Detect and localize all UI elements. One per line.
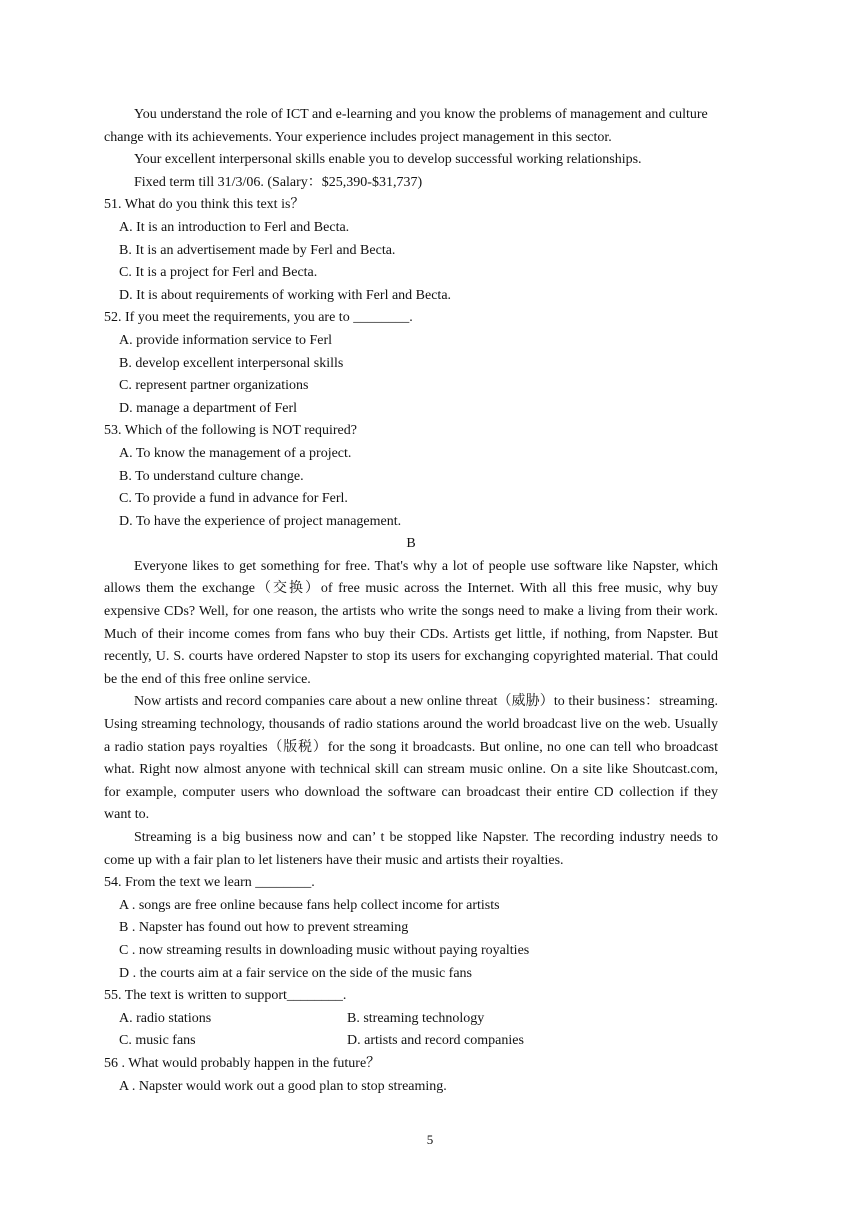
question-54 bbox=[104, 872, 718, 985]
option-d: D. manage a department of Ferl bbox=[119, 400, 298, 416]
option-b: B. streaming technology bbox=[347, 1010, 485, 1026]
option-c: C. represent partner organizations bbox=[119, 378, 309, 394]
page-content bbox=[104, 104, 718, 1098]
passage-a-paragraph: You understand the role of ICT and e-learning and you know the problems of management and culture change with its achievements. Your experience includes project management in this sector. bbox=[104, 107, 708, 145]
option-a: A. To know the management of a project. bbox=[119, 445, 352, 461]
section-b-heading: B bbox=[406, 536, 416, 552]
question-55 bbox=[104, 985, 718, 1053]
option-a: A. radio stations bbox=[119, 1010, 212, 1026]
option-d: D. To have the experience of project management. bbox=[119, 513, 402, 529]
option-b: B. To understand culture change. bbox=[119, 468, 304, 484]
option-c: C . now streaming results in downloading music without paying royalties bbox=[119, 942, 530, 958]
passage-a-paragraph: Your excellent interpersonal skills enable you to develop successful working relationships. bbox=[134, 152, 642, 168]
option-d: D. It is about requirements of working with Ferl and Becta. bbox=[119, 287, 452, 303]
option-a: A . Napster would work out a good plan to stop streaming. bbox=[119, 1078, 447, 1094]
question-51 bbox=[104, 194, 718, 307]
option-c: C. It is a project for Ferl and Becta. bbox=[119, 265, 318, 281]
question-56 bbox=[104, 1053, 718, 1098]
question-stem: 55. The text is written to support________. bbox=[104, 988, 347, 1004]
options-row bbox=[104, 1030, 718, 1053]
option-a: A. provide information service to Ferl bbox=[119, 332, 333, 348]
question-52 bbox=[104, 307, 718, 420]
passage-b-paragraph: Now artists and record companies care about a new online threat（威胁）to their business：streaming. Using streaming technology, thousands of radio stations around the world broadcast live on the web. Usually a radio station pays royalties（版税）for the song it broadcasts. But online, no one can tell who broadcast what. Right now almost anyone with technical skill can stream music online. On a site like Shoutcast.com, for example, computer users who download the software can broadcast their entire CD collection if they want to. bbox=[104, 694, 718, 823]
question-stem: 52. If you meet the requirements, you are to ________. bbox=[104, 310, 413, 326]
passage-a-paragraph: Fixed term till 31/3/06. (Salary：$25,390-$31,737) bbox=[134, 174, 423, 190]
option-d: D. artists and record companies bbox=[347, 1033, 524, 1049]
question-53 bbox=[104, 420, 718, 533]
option-c: C. To provide a fund in advance for Ferl. bbox=[119, 491, 348, 507]
option-b: B. It is an advertisement made by Ferl and Becta. bbox=[119, 242, 396, 258]
passage-b-paragraph: Everyone likes to get something for free. That's why a lot of people use software like Napster, which allows them the exchange（交换）of free music across the Internet. With all this free music, why buy expensive CDs? Well, for one reason, the artists who write the songs need to make a living from their work. Much of their income comes from fans who buy their CDs. Artists get little, if nothing, from Napster. But recently, U. S. courts have ordered Napster to stop its users for exchanging copyrighted material. That could be the end of this free online service. bbox=[104, 558, 718, 687]
option-b: B . Napster has found out how to prevent streaming bbox=[119, 920, 409, 936]
option-a: A. It is an introduction to Ferl and Becta. bbox=[119, 219, 350, 235]
question-stem: 54. From the text we learn ________. bbox=[104, 875, 315, 891]
question-stem: 51. What do you think this text is？ bbox=[104, 197, 305, 213]
passage-b-paragraph: Streaming is a big business now and can’ t be stopped like Napster. The recording industry needs to come up with a fair plan to let listeners have their music and artists their royalties. bbox=[104, 830, 718, 868]
options-row bbox=[104, 1008, 718, 1031]
option-c: C. music fans bbox=[119, 1033, 196, 1049]
option-d: D . the courts aim at a fair service on the side of the music fans bbox=[119, 965, 472, 981]
option-a: A . songs are free online because fans help collect income for artists bbox=[119, 897, 500, 913]
page-number: 5 bbox=[426, 1132, 434, 1147]
option-b: B. develop excellent interpersonal skills bbox=[119, 355, 344, 371]
question-stem: 56 . What would probably happen in the future？ bbox=[104, 1055, 381, 1071]
question-stem: 53. Which of the following is NOT required? bbox=[104, 423, 357, 439]
